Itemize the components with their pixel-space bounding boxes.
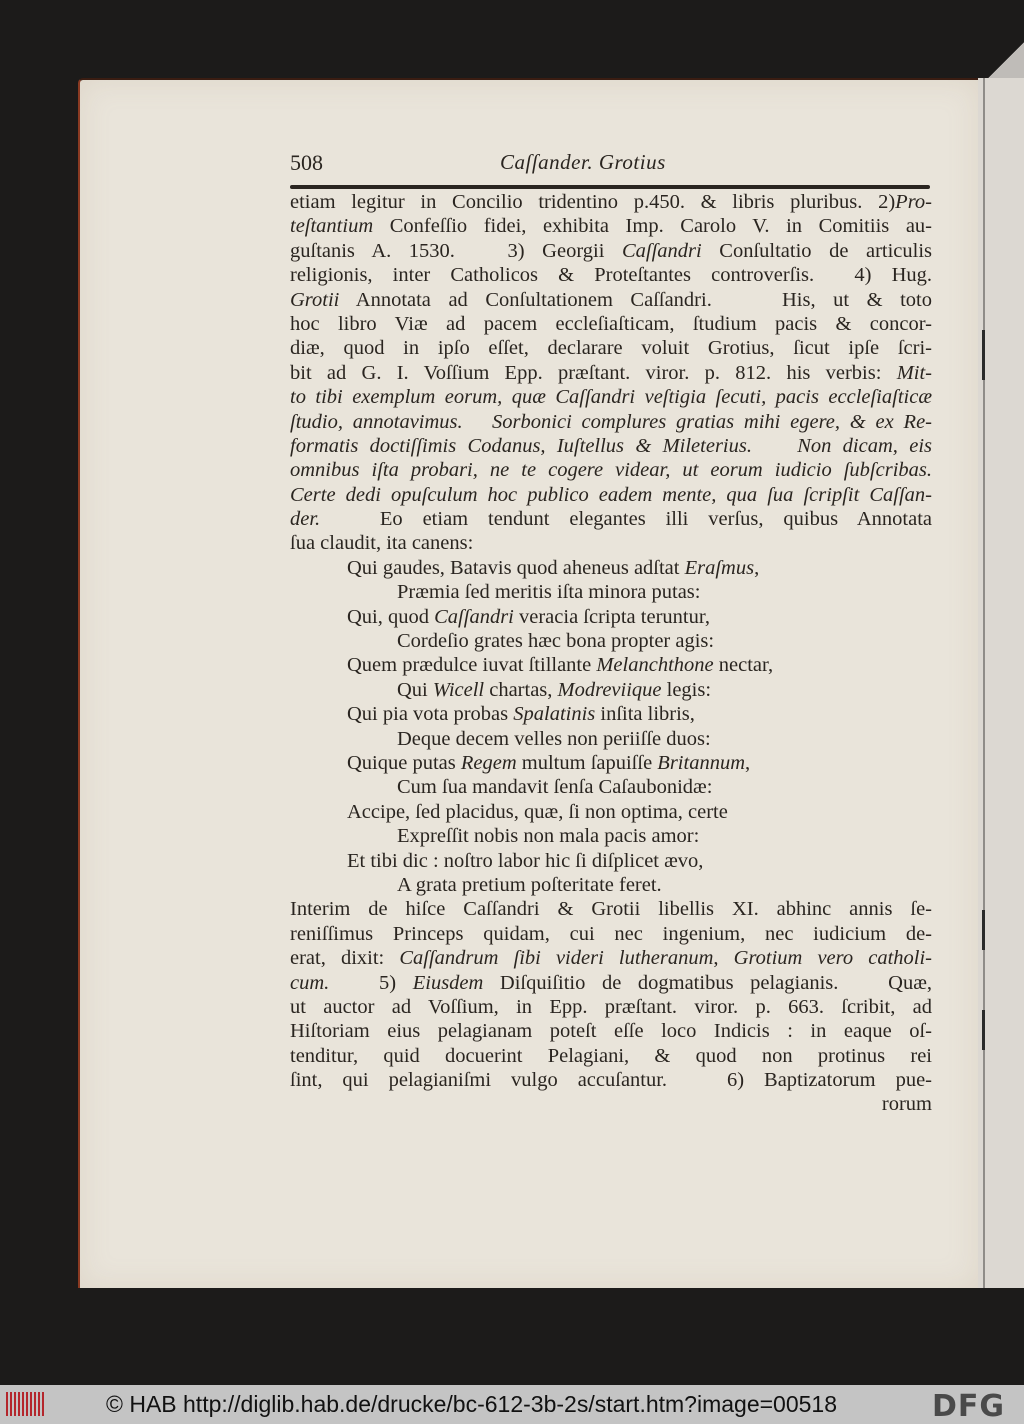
body-text <box>290 190 932 1117</box>
text-line: reniſſimus Princeps quidam, cui nec ingenium, nec iudicium de- <box>290 922 932 945</box>
verse-line: Qui pia vota probas Spalatinis inſita libris, <box>347 703 695 726</box>
gutter-mark <box>982 910 985 950</box>
running-title: Caſſander. Grotius <box>500 150 666 174</box>
facing-page-corner <box>988 40 1024 80</box>
text-line: hoc libro Viæ ad pacem eccleſiaſticam, ſtudium pacis & concor- <box>290 312 932 335</box>
text-line: ſtudio, annotavimus. Sorbonici complures gratias mihi egere, & ex Re- <box>290 410 932 433</box>
catchword: rorum <box>881 1093 932 1116</box>
verse-line: Et tibi dic : noſtro labor hic ſi diſplicet ævo, <box>347 849 704 872</box>
text-line: ſua claudit, ita canens: <box>290 532 474 555</box>
verse-line: Cum ſua mandavit ſenſa Caſaubonidæ: <box>397 776 713 799</box>
dfg-logo-icon: DFG <box>932 1389 1006 1424</box>
verse-line: Cordeſio grates hæc bona propter agis: <box>397 630 715 653</box>
text-line: religionis, inter Catholicos & Proteſtantes controverſis. 4) Hug. <box>290 264 932 287</box>
text-line: bit ad G. I. Voſſium Epp. præſtant. viror. p. 812. his verbis: Mit- <box>290 361 932 384</box>
verse-line: Qui Wicell chartas, Modreviique legis: <box>397 678 712 701</box>
text-line: Grotii Annotata ad Conſultationem Caſſandri. His, ut & toto <box>290 288 932 311</box>
text-line: ſint, qui pelagianiſmi vulgo accuſantur. 6) Baptizatorum pue- <box>290 1069 932 1092</box>
text-line: Interim de hiſce Caſſandri & Grotii libellis XI. abhinc annis ſe- <box>290 898 932 921</box>
verse-line: Accipe, ſed placidus, quæ, ſi non optima, certe <box>347 800 728 823</box>
text-line: tenditur, quid docuerint Pelagiani, & quod non protinus rei <box>290 1044 932 1067</box>
footer-bar <box>0 1385 1024 1424</box>
hab-logo-icon <box>6 1392 44 1416</box>
text-line: omnibus iſta probari, ne te cogere videar, ut eorum iudicio ſubſcribas. <box>290 459 932 482</box>
verse-line: Qui, quod Caſſandri veracia ſcripta teruntur, <box>347 605 710 628</box>
header-rule <box>290 185 930 189</box>
prose-top <box>290 190 932 556</box>
gutter-line <box>983 78 985 1288</box>
text-line: cum. 5) Eiusdem Diſquiſitio de dogmatibus pelagianis. Quæ, <box>290 971 933 994</box>
verse-block <box>290 556 932 897</box>
verse-line: Præmia ſed meritis iſta minora putas: <box>397 581 701 604</box>
text-line: diæ, quod in ipſo eſſet, declarare voluit Grotius, ſicut ipſe ſcri- <box>290 337 932 360</box>
text-line: guſtanis A. 1530. 3) Georgii Caſſandri Conſultatio de articulis <box>290 239 932 262</box>
verse-line: Qui gaudes, Batavis quod aheneus adſtat Eraſmus, <box>347 556 760 579</box>
text-line: erat, dixit: Caſſandrum ſibi videri lutheranum, Grotium vero catholi- <box>290 947 932 970</box>
verse-line: Deque decem velles non periiſſe duos: <box>397 727 711 750</box>
page-number: 508 <box>290 150 323 175</box>
running-head <box>290 150 930 184</box>
verse-line: Expreſſit nobis non mala pacis amor: <box>397 825 700 848</box>
text-line: Certe dedi opuſculum hoc publico eadem mente, qua ſua ſcripſit Caſſan- <box>290 483 932 506</box>
text-line: der. Eo etiam tendunt elegantes illi verſus, quibus Annotata <box>290 508 932 531</box>
verse-line: Quique putas Regem multum ſapuiſſe Britannum, <box>347 751 751 774</box>
gutter-mark <box>982 330 985 380</box>
text-line: teſtantium Confeſſio fidei, exhibita Imp. Carolo V. in Comitiis au- <box>290 215 932 238</box>
verse-line: A grata pretium poſteritate feret. <box>397 873 662 896</box>
prose-bottom <box>290 897 932 1092</box>
text-line: ut auctor ad Voſſium, in Epp. præſtant. viror. p. 663. ſcribit, ad <box>290 995 932 1018</box>
text-line: to tibi exemplum eorum, quæ Caſſandri veſtigia ſecuti, pacis eccleſiaſticæ <box>290 386 932 409</box>
text-line: formatis doctiſſimis Codanus, Iuſtellus & Mileterius. Non dicam, eis <box>290 434 932 457</box>
gutter-mark <box>982 1010 985 1050</box>
text-line: etiam legitur in Concilio tridentino p.450. & libris pluribus. 2)Pro- <box>290 191 932 213</box>
text-line: Hiſtoriam eius pelagianam poteſt eſſe loco Indicis : in eaque oſ- <box>290 1020 932 1043</box>
copyright-url[interactable]: © HAB http://diglib.hab.de/drucke/bc-612-3b-2s/start.htm?image=00518 <box>106 1391 838 1417</box>
verse-line: Quem prædulce iuvat ſtillante Melanchthone nectar, <box>347 654 774 677</box>
